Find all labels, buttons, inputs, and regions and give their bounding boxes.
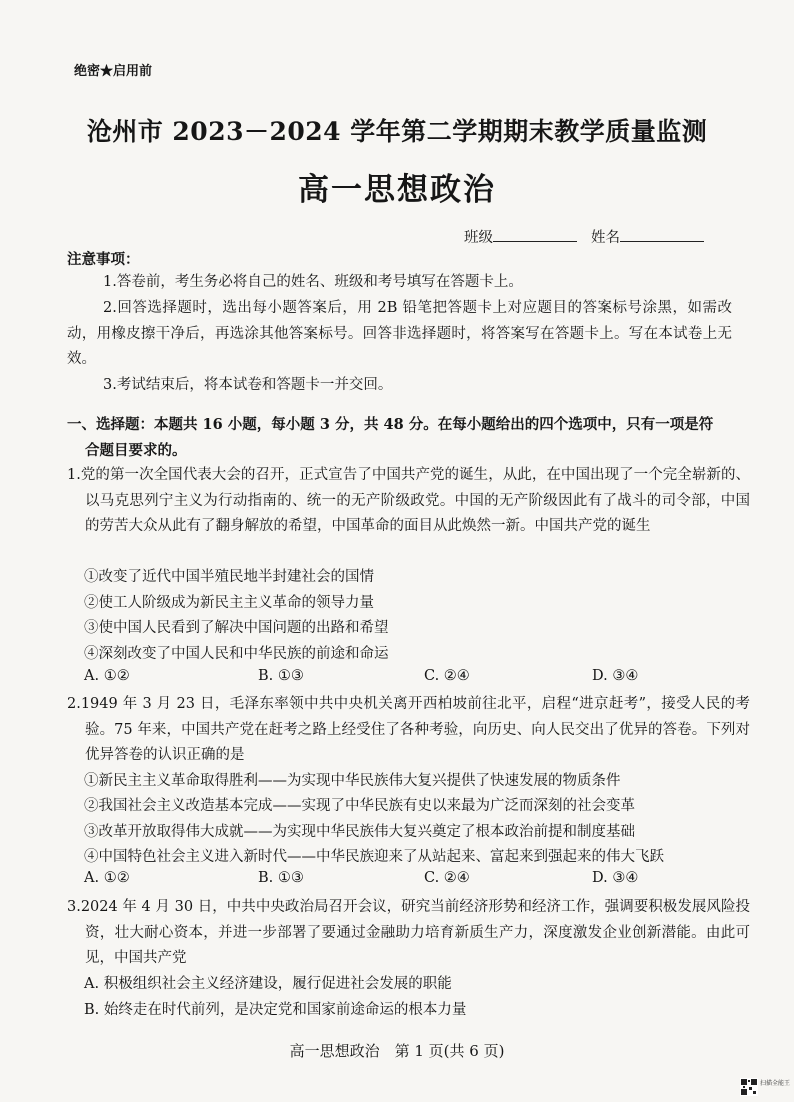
notice-item-2: 2.回答选择题时，选出每小题答案后，用 2B 铅笔把答题卡上对应题目的答案标号涂黑，如需改动，用橡皮擦干净后，再选涂其他答案标号。回答非选择题时，将答案写在答题卡上。写在本试卷上无效。 — [67, 300, 732, 368]
exam-title: 沧州市 2023－2024 学年第二学期期末教学质量监测 — [86, 117, 708, 146]
question-1-option-d: D. ③④ — [592, 668, 639, 684]
question-1-option-c: C. ②④ — [424, 668, 470, 684]
question-2-option-b: B. ①③ — [258, 870, 304, 886]
question-1-stem: 1.党的第一次全国代表大会的召开，正式宣告了中国共产党的诞生，从此，在中国出现了一个完全崭新的、以马克思列宁主义为行动指南的、统一的无产阶级政党。中国的无产阶级因此有了战斗的司令部，中国的劳苦大众从此有了翻身解放的希望，中国革命的面目从此焕然一新。中国共产党的诞生 — [67, 467, 750, 535]
question-2-option-d: D. ③④ — [592, 870, 639, 886]
question-1-option-a: A. ①② — [84, 668, 130, 684]
section-heading — [67, 412, 732, 463]
class-blank — [493, 228, 577, 242]
question-1-item-1: ①改变了近代中国半殖民地半封建社会的国情 — [84, 569, 374, 585]
question-3-option-a: A. 积极组织社会主义经济建设，履行促进社会发展的职能 — [84, 976, 452, 992]
question-2-stem: 2.1949 年 3 月 23 日，毛泽东率领中共中央机关离开西柏坡前往北平，启程“进京赶考”，接受人民的考验。75 年来，中国共产党在赶考之路上经受住了各种考验，向历史、向人民交出了优异的答卷。下列对优异答卷的认识正确的是 — [67, 696, 750, 764]
question-1-item-3: ③使中国人民看到了解决中国问题的出路和希望 — [84, 620, 389, 636]
notice-item-1: 1.答卷前，考生务必将自己的姓名、班级和考号填写在答题卡上。 — [103, 274, 523, 290]
question-3-option-b: B. 始终走在时代前列，是决定党和国家前途命运的根本力量 — [84, 1002, 467, 1018]
question-2-option-c: C. ②④ — [424, 870, 470, 886]
question-2-item-3: ③改革开放取得伟大成就——为实现中华民族伟大复兴奠定了根本政治前提和制度基础 — [84, 824, 635, 840]
notice-heading: 注意事项： — [67, 251, 140, 268]
question-2-item-2: ②我国社会主义改造基本完成——实现了中华民族有史以来最为广泛而深刻的社会变革 — [84, 798, 635, 814]
question-2-option-a: A. ①② — [84, 870, 130, 886]
student-info-row — [464, 226, 704, 247]
question-1-option-b: B. ①③ — [258, 668, 304, 684]
question-2-item-1: ①新民主主义革命取得胜利——为实现中华民族伟大复兴提供了快速发展的物质条件 — [84, 773, 621, 789]
section-heading-line1: 一、选择题：本题共 16 小题，每小题 3 分，共 48 分。在每小题给出的四个选项中，只有一项是符 — [67, 416, 714, 433]
scan-watermark: 扫描全能王 — [760, 1080, 791, 1087]
class-label: 班级 — [464, 230, 493, 246]
name-blank — [620, 228, 704, 242]
notice-item-3: 3.考试结束后，将本试卷和答题卡一并交回。 — [103, 377, 393, 393]
page-footer: 高一思想政治 第 1 页(共 6 页) — [289, 1042, 505, 1060]
section-heading-line2: 合题目要求的。 — [85, 441, 187, 459]
exam-subject: 高一思想政治 — [298, 172, 496, 208]
question-3-stem: 3.2024 年 4 月 30 日，中共中央政治局召开会议，研究当前经济形势和经济工作，强调要积极发展风险投资，壮大耐心资本，并进一步部署了要通过金融助力培育新质生产力，深度激发企业创新潜能。由此可见，中国共产党 — [67, 899, 750, 967]
confidential-mark: 绝密★启用前 — [74, 64, 153, 79]
question-1-item-2: ②使工人阶级成为新民主主义革命的领导力量 — [84, 595, 374, 611]
qr-code-icon — [740, 1078, 758, 1096]
question-1-item-4: ④深刻改变了中国人民和中华民族的前途和命运 — [84, 646, 389, 662]
name-label: 姓名 — [591, 230, 620, 246]
question-2-item-4: ④中国特色社会主义进入新时代——中华民族迎来了从站起来、富起来到强起来的伟大飞跃 — [84, 849, 664, 865]
